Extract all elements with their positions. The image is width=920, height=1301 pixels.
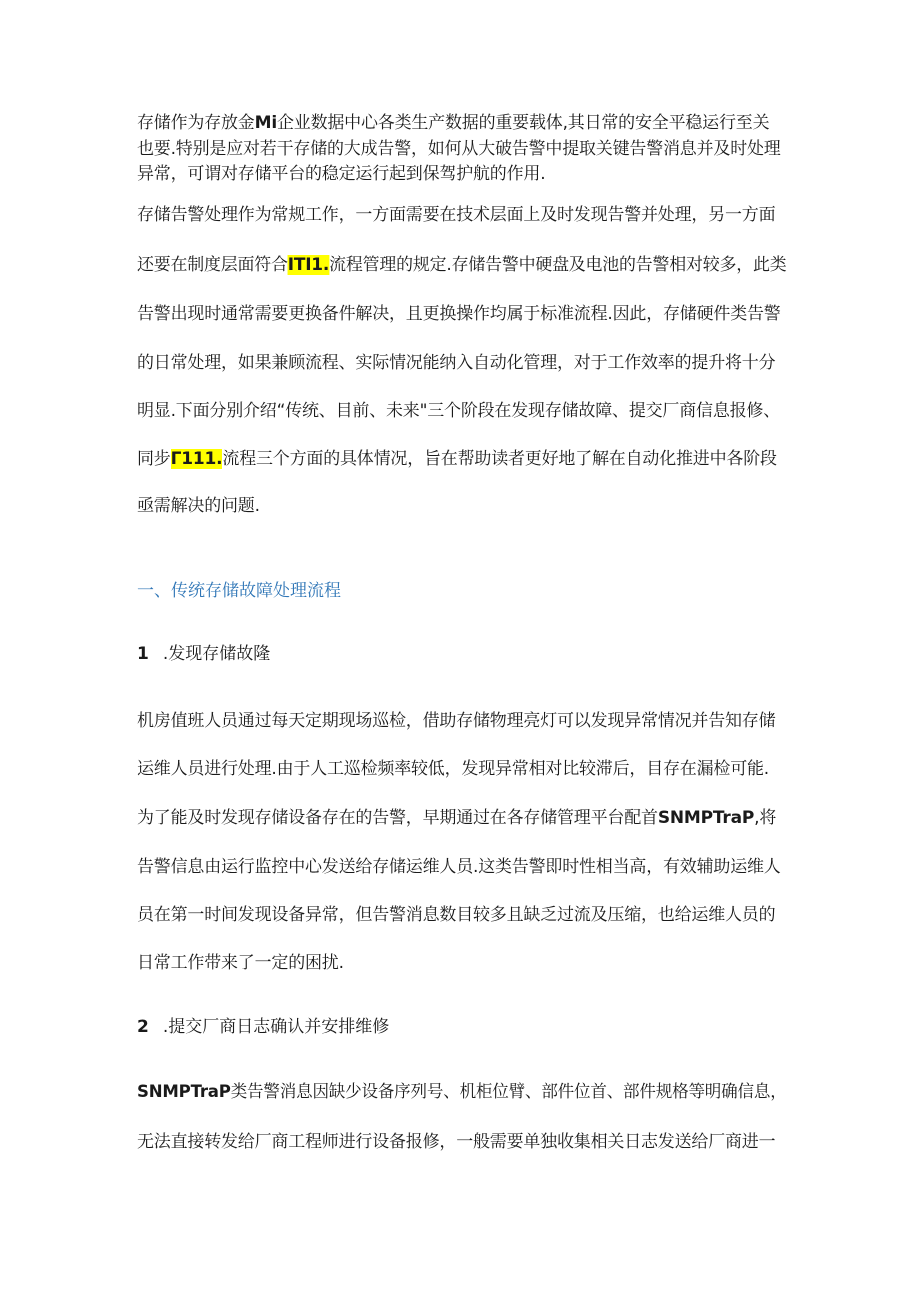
text-span: ,将 [754,808,777,828]
para3-line-5: 员在第一时间发现设备异常，但告警消息数目较多且缺乏过流及压缩，也给运维人员的 [137,905,776,925]
para2-line-4: 的日常处理，如果兼顾流程、实际情况能纳入自动化管理，对于工作效率的提升将十分 [137,353,776,373]
para4-line-2: 无法直接转发给厂商工程师进行设备报修，一般需要单独收集相关日志发送给厂商进一 [137,1132,776,1152]
para2-line-6 [137,447,777,471]
heading-text: .发现存储故隆 [162,644,271,664]
para2-line-2 [137,253,787,277]
text-span: 为了能及时发现存储设备存在的告警，早期通过在各存储管理平台配首 [137,808,658,828]
bold-term: SNMPTraP [657,808,755,828]
bold-term: Mi [254,113,277,133]
intro-line-2: 也要.特别是应对若干存储的大成告警，如何从大破告警中提取关键告警消息并及时处理 [137,139,781,159]
para3-line-1: 机房值班人员通过每天定期现场巡检，借助存储物理亮灯可以发现异常情况并告知存储 [137,711,776,731]
para2-line-1: 存储告警处理作为常规工作，一方面需要在技术层面上及时发现告警并处理，另一方面 [137,205,776,225]
heading-number: 2 [137,1017,149,1037]
intro-line-1 [137,111,769,135]
para3-line-2: 运维人员进行处理.由于人工巡检频率较低，发现异常相对比较滞后，目存在漏检可能. [137,759,770,779]
heading-number: 1 [137,644,149,664]
text-span: 流程管理的规定.存储告警中硬盘及电池的告警相对较多，此类 [329,255,787,275]
text-span: 存储作为存放金 [137,113,255,133]
text-span: 企业数据中心各类生产数据的重要载体,其日常的安全平稳运行至关 [276,113,770,133]
sub-heading-1 [137,642,270,666]
para2-line-3: 告警出现时通常需要更换备件解决，且更换操作均属于标准流程.因此，存储硬件类告警 [137,304,781,324]
para3-line-6: 日常工作带来了一定的困扰. [137,953,344,973]
text-span: 同步 [137,449,171,469]
section-heading: 一、传统存储故障处理流程 [137,581,341,601]
text-span: 还要在制度层面符合 [137,255,288,275]
para4-line-1 [137,1080,787,1104]
intro-line-3: 异常，可谓对存储平台的稳定运行起到保驾护航的作用. [137,164,546,184]
para2-line-5: 明显.下面分别介绍“传统、目前、未来"三个阶段在发现存储故障、提交厂商信息报修、 [137,401,781,421]
text-span: 类告警消息因缺少设备序列号、机柜位臂、部件位首、部件规格等明确信息， [230,1082,787,1102]
para3-line-4: 告警信息由运行监控中心发送给存储运维人员.这类告警即时性相当高，有效辅助运维人 [137,857,781,877]
highlighted-term: ITI1. [287,255,330,275]
sub-heading-2 [137,1015,389,1039]
para3-line-3 [137,806,776,830]
para2-line-7: 亟需解决的问题. [137,496,260,516]
heading-text: .提交厂商日志确认并安排维修 [162,1017,390,1037]
bold-term: SNMPTraP [137,1082,231,1102]
text-span: 流程三个方面的具体情况，旨在帮助读者更好地了解在自动化推进中各阶段 [222,449,777,469]
highlighted-term: Γ111. [170,449,223,469]
